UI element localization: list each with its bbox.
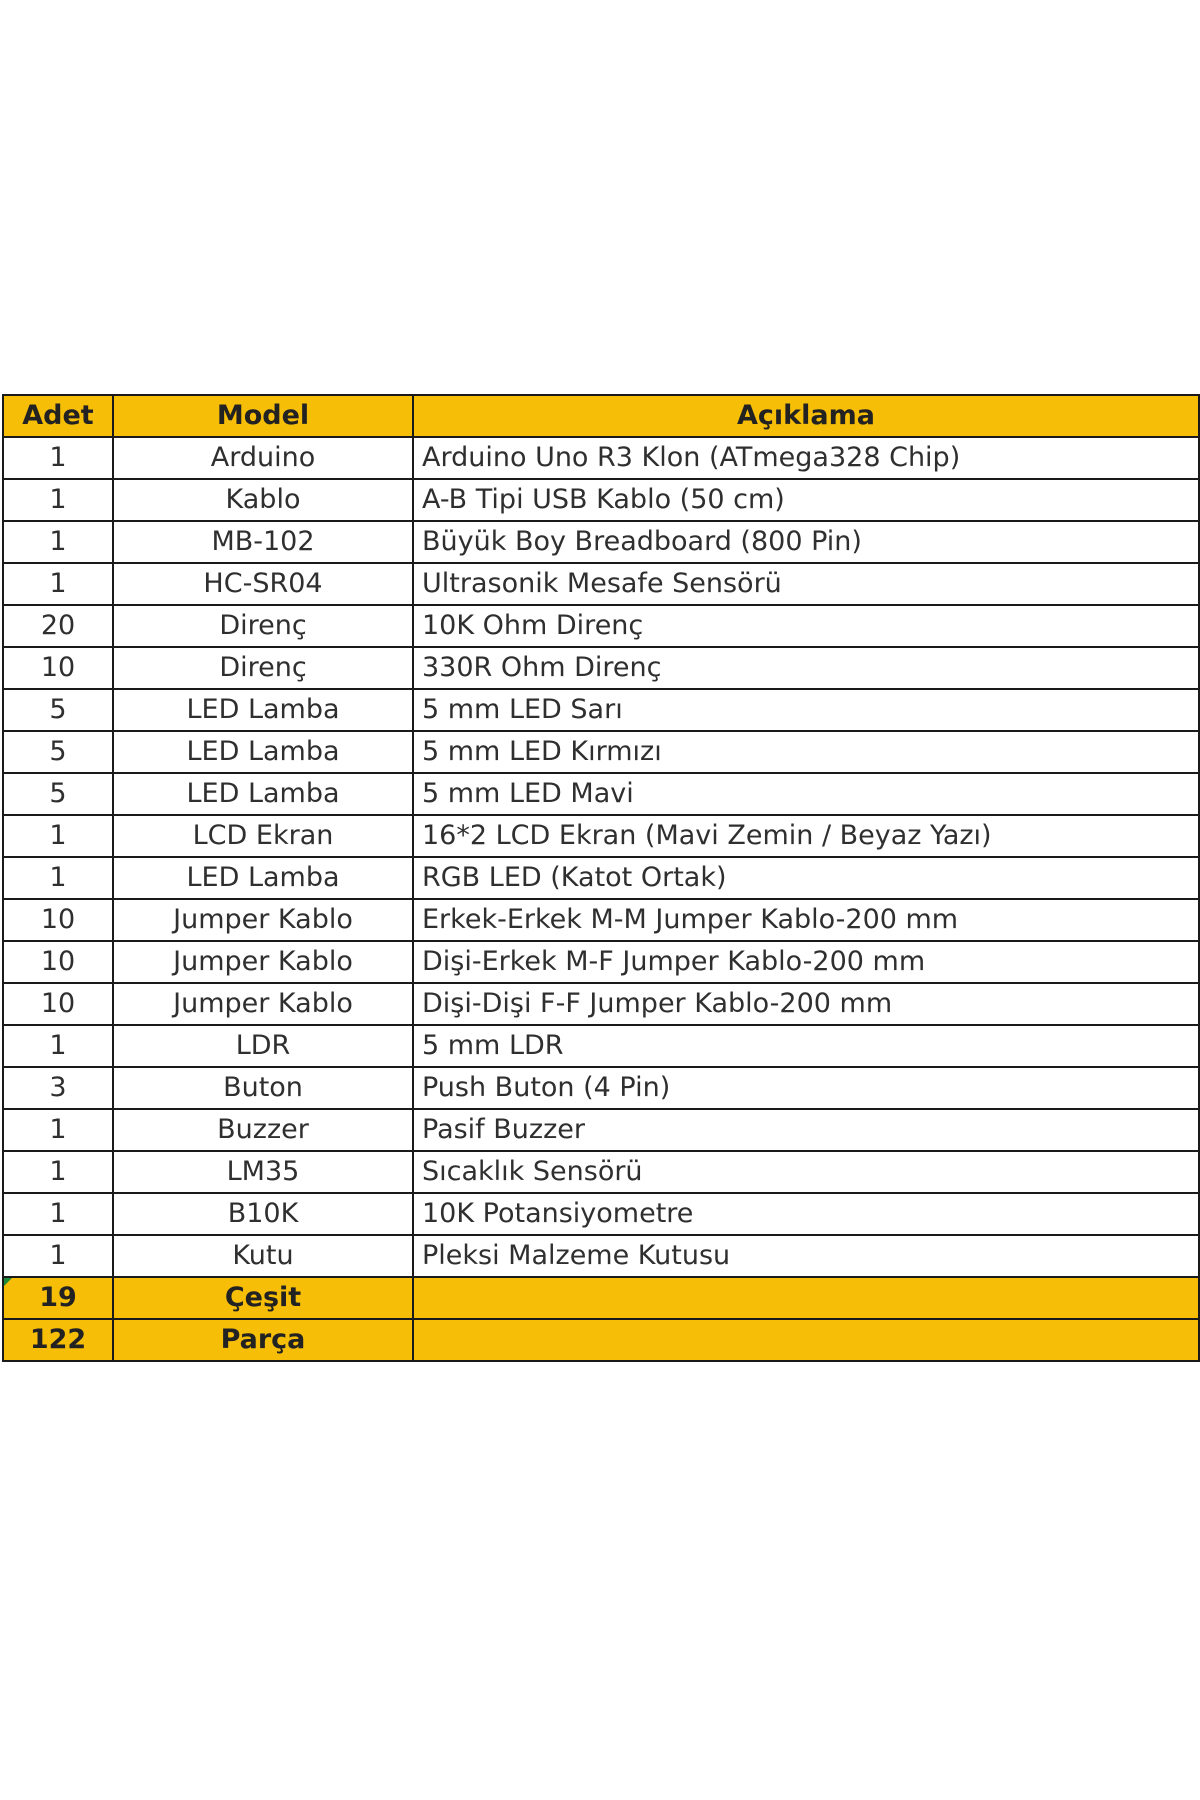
cell-aciklama: 10K Ohm Direnç	[413, 605, 1199, 647]
cell-adet: 5	[3, 689, 113, 731]
header-model: Model	[113, 395, 413, 437]
cell-adet: 10	[3, 647, 113, 689]
header-adet: Adet	[3, 395, 113, 437]
cell-adet: 5	[3, 731, 113, 773]
summary-blank-parca	[413, 1319, 1199, 1361]
cell-aciklama: Pasif Buzzer	[413, 1109, 1199, 1151]
cell-aciklama: Erkek-Erkek M-M Jumper Kablo-200 mm	[413, 899, 1199, 941]
cell-aciklama: Büyük Boy Breadboard (800 Pin)	[413, 521, 1199, 563]
cell-aciklama: A-B Tipi USB Kablo (50 cm)	[413, 479, 1199, 521]
parts-table-container	[2, 394, 1198, 1362]
summary-label-cesit: Çeşit	[113, 1277, 413, 1319]
cell-adet: 1	[3, 1193, 113, 1235]
cell-adet: 1	[3, 563, 113, 605]
cell-model: MB-102	[113, 521, 413, 563]
table-row	[3, 983, 1199, 1025]
cell-adet: 1	[3, 437, 113, 479]
table-row	[3, 1109, 1199, 1151]
table-row	[3, 815, 1199, 857]
table-row	[3, 479, 1199, 521]
summary-row-parca	[3, 1319, 1199, 1361]
cell-model: LED Lamba	[113, 689, 413, 731]
cell-model: LCD Ekran	[113, 815, 413, 857]
cell-model: Direnç	[113, 605, 413, 647]
cell-adet: 1	[3, 857, 113, 899]
cell-aciklama: 5 mm LDR	[413, 1025, 1199, 1067]
cell-model: Buton	[113, 1067, 413, 1109]
table-row	[3, 1151, 1199, 1193]
cell-aciklama: 10K Potansiyometre	[413, 1193, 1199, 1235]
cell-model: Jumper Kablo	[113, 941, 413, 983]
cell-aciklama: 5 mm LED Kırmızı	[413, 731, 1199, 773]
cell-adet: 10	[3, 899, 113, 941]
cell-adet: 1	[3, 1109, 113, 1151]
cell-aciklama: Dişi-Dişi F-F Jumper Kablo-200 mm	[413, 983, 1199, 1025]
table-row	[3, 647, 1199, 689]
cell-adet: 1	[3, 1235, 113, 1277]
cell-model: Direnç	[113, 647, 413, 689]
cell-adet: 10	[3, 983, 113, 1025]
cell-model: B10K	[113, 1193, 413, 1235]
cell-adet: 5	[3, 773, 113, 815]
table-row	[3, 1067, 1199, 1109]
cell-aciklama: Pleksi Malzeme Kutusu	[413, 1235, 1199, 1277]
cell-aciklama: Push Buton (4 Pin)	[413, 1067, 1199, 1109]
table-row	[3, 1025, 1199, 1067]
summary-count-cesit	[3, 1277, 113, 1319]
cell-adet: 1	[3, 1151, 113, 1193]
summary-label-parca: Parça	[113, 1319, 413, 1361]
parts-table	[2, 394, 1200, 1362]
cell-aciklama: 16*2 LCD Ekran (Mavi Zemin / Beyaz Yazı)	[413, 815, 1199, 857]
summary-row-cesit	[3, 1277, 1199, 1319]
cell-aciklama: Ultrasonik Mesafe Sensörü	[413, 563, 1199, 605]
cell-aciklama: 5 mm LED Sarı	[413, 689, 1199, 731]
cell-model: Jumper Kablo	[113, 899, 413, 941]
cell-model: Buzzer	[113, 1109, 413, 1151]
cell-adet: 20	[3, 605, 113, 647]
table-row	[3, 731, 1199, 773]
table-row	[3, 1193, 1199, 1235]
table-body	[3, 437, 1199, 1361]
table-row	[3, 689, 1199, 731]
table-row	[3, 1235, 1199, 1277]
cell-model: LED Lamba	[113, 731, 413, 773]
cell-model: LM35	[113, 1151, 413, 1193]
summary-count-parca: 122	[3, 1319, 113, 1361]
summary-blank-cesit	[413, 1277, 1199, 1319]
cell-model: Kutu	[113, 1235, 413, 1277]
table-row	[3, 437, 1199, 479]
table-row	[3, 521, 1199, 563]
table-row	[3, 857, 1199, 899]
cell-aciklama: RGB LED (Katot Ortak)	[413, 857, 1199, 899]
cell-adet: 1	[3, 479, 113, 521]
summary-count-cesit-value: 19	[39, 1282, 77, 1313]
cell-model: LED Lamba	[113, 773, 413, 815]
cell-model: Jumper Kablo	[113, 983, 413, 1025]
cell-model: LED Lamba	[113, 857, 413, 899]
header-aciklama: Açıklama	[413, 395, 1199, 437]
cell-adet: 3	[3, 1067, 113, 1109]
table-row	[3, 941, 1199, 983]
table-row	[3, 563, 1199, 605]
cell-aciklama: Sıcaklık Sensörü	[413, 1151, 1199, 1193]
cell-model: HC-SR04	[113, 563, 413, 605]
cell-aciklama: 5 mm LED Mavi	[413, 773, 1199, 815]
cell-model: LDR	[113, 1025, 413, 1067]
cell-corner-indicator	[4, 1278, 12, 1286]
cell-model: Kablo	[113, 479, 413, 521]
cell-adet: 10	[3, 941, 113, 983]
table-row	[3, 899, 1199, 941]
header-row	[3, 395, 1199, 437]
cell-model: Arduino	[113, 437, 413, 479]
cell-adet: 1	[3, 521, 113, 563]
cell-aciklama: 330R Ohm Direnç	[413, 647, 1199, 689]
cell-adet: 1	[3, 815, 113, 857]
cell-adet: 1	[3, 1025, 113, 1067]
cell-aciklama: Arduino Uno R3 Klon (ATmega328 Chip)	[413, 437, 1199, 479]
table-row	[3, 605, 1199, 647]
cell-aciklama: Dişi-Erkek M-F Jumper Kablo-200 mm	[413, 941, 1199, 983]
table-row	[3, 773, 1199, 815]
